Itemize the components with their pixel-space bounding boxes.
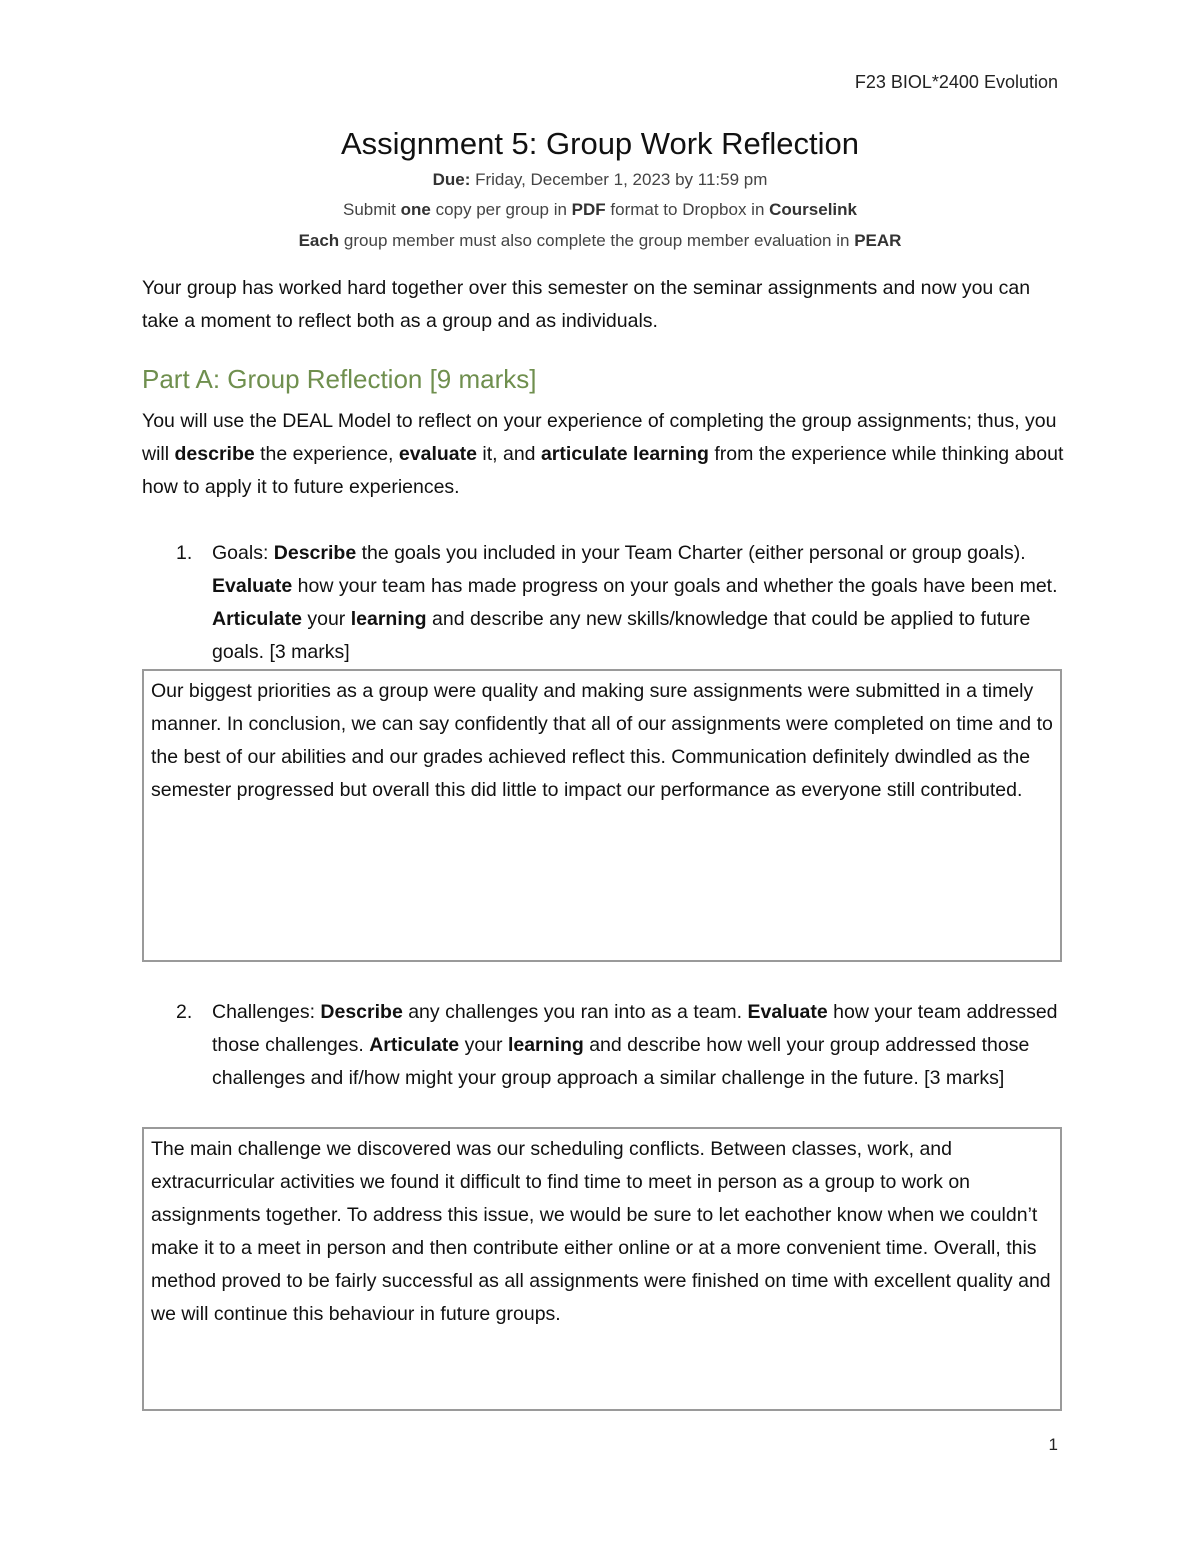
question-evaluate: Evaluate xyxy=(212,575,293,597)
question-t1: the goals you included in your Team Charter (either personal or group goals). xyxy=(356,542,1026,564)
question-number: 2. xyxy=(176,1001,193,1023)
question-t2: how your team addressed those challenges. xyxy=(212,1001,1058,1056)
question-articulate: Articulate xyxy=(212,608,302,630)
due-value: Friday, December 1, 2023 by 11:59 pm xyxy=(470,170,768,189)
submit-instructions xyxy=(0,200,1200,220)
part-a-description xyxy=(142,405,1072,504)
intro-paragraph: Your group has worked hard together over this semester on the seminar assignments and now you can take a moment to reflect both as a group and as individuals. xyxy=(142,277,1031,332)
submit-courselink: Courselink xyxy=(769,200,857,219)
question-t1: any challenges you ran into as a team. xyxy=(402,1001,748,1023)
part-a-text-1: You will use the DEAL Model to reflect on your experience of completing the group assignments; thus, you will xyxy=(142,410,1057,465)
question-text xyxy=(212,996,1066,1095)
question-t4: and describe how well your group addressed those challenges and if/how might your group approach a similar challenge in the future. [3 marks] xyxy=(212,1034,1030,1089)
submit-text-1: Submit xyxy=(342,200,401,219)
part-a-text-4: from the experience while thinking about how to apply it to future experiences. xyxy=(142,443,1064,498)
question-articulate: Articulate xyxy=(369,1034,460,1056)
question-lead: Goals: xyxy=(212,542,274,564)
page-number: 1 xyxy=(1048,1435,1058,1454)
each-text: group member must also complete the group member evaluation in xyxy=(339,231,855,250)
each-pear: PEAR xyxy=(854,231,902,250)
question-t2: how your team has made progress on your goals and whether the goals have been met. xyxy=(292,575,1058,597)
question-1 xyxy=(176,537,1066,669)
due-label: Due: xyxy=(432,170,471,189)
each-label: Each xyxy=(298,231,340,250)
submit-pdf: PDF xyxy=(571,200,606,219)
submit-text-2: copy per group in xyxy=(430,200,572,219)
question-t3: your xyxy=(459,1034,508,1056)
question-t4: and describe any new skills/knowledge that could be applied to future goals. [3 marks] xyxy=(212,608,1031,663)
part-a-heading: Part A: Group Reflection [9 marks] xyxy=(142,364,537,394)
page-title: Assignment 5: Group Work Reflection xyxy=(340,126,860,161)
question-describe: Describe xyxy=(320,1001,403,1023)
part-a-text-2: the experience, xyxy=(254,443,399,465)
question-evaluate: Evaluate xyxy=(747,1001,828,1023)
question-learning: learning xyxy=(507,1034,584,1056)
part-a-text-3: it, and xyxy=(476,443,541,465)
due-date-line xyxy=(0,170,1200,190)
part-a-evaluate: evaluate xyxy=(398,443,477,465)
submit-text-3: format to Dropbox in xyxy=(605,200,770,219)
part-a-describe: describe xyxy=(174,443,255,465)
question-2 xyxy=(176,996,1066,1095)
question-describe: Describe xyxy=(273,542,357,564)
part-a-articulate: articulate learning xyxy=(540,443,709,465)
course-header: F23 BIOL*2400 Evolution xyxy=(854,72,1058,92)
question-text xyxy=(212,537,1066,669)
question-number: 1. xyxy=(176,542,193,564)
answer-box-1[interactable]: Our biggest priorities as a group were quality and making sure assignments were submitted in a timely manner. In conclusion, we can say confidently that all of our assignments were completed on time and to the best of our abilities and our grades achieved reflect this. Communication definitely dwindled as the semester progressed but overall this did little to impact our performance as everyone still contributed. xyxy=(142,669,1062,962)
question-learning: learning xyxy=(350,608,427,630)
question-lead: Challenges: xyxy=(212,1001,321,1023)
evaluation-instructions xyxy=(0,231,1200,251)
question-t3: your xyxy=(301,608,351,630)
submit-one: one xyxy=(400,200,431,219)
answer-box-2[interactable]: The main challenge we discovered was our scheduling conflicts. Between classes, work, and extracurricular activities we found it difficult to find time to meet in person as a group to work on assignments together. To address this issue, we would be sure to let eachother know when we couldn’t make it to a meet in person and then contribute either online or at a more convenient time. Overall, this method proved to be fairly successful as all assignments were finished on time with excellent quality and we will continue this behaviour in future groups. xyxy=(142,1127,1062,1411)
